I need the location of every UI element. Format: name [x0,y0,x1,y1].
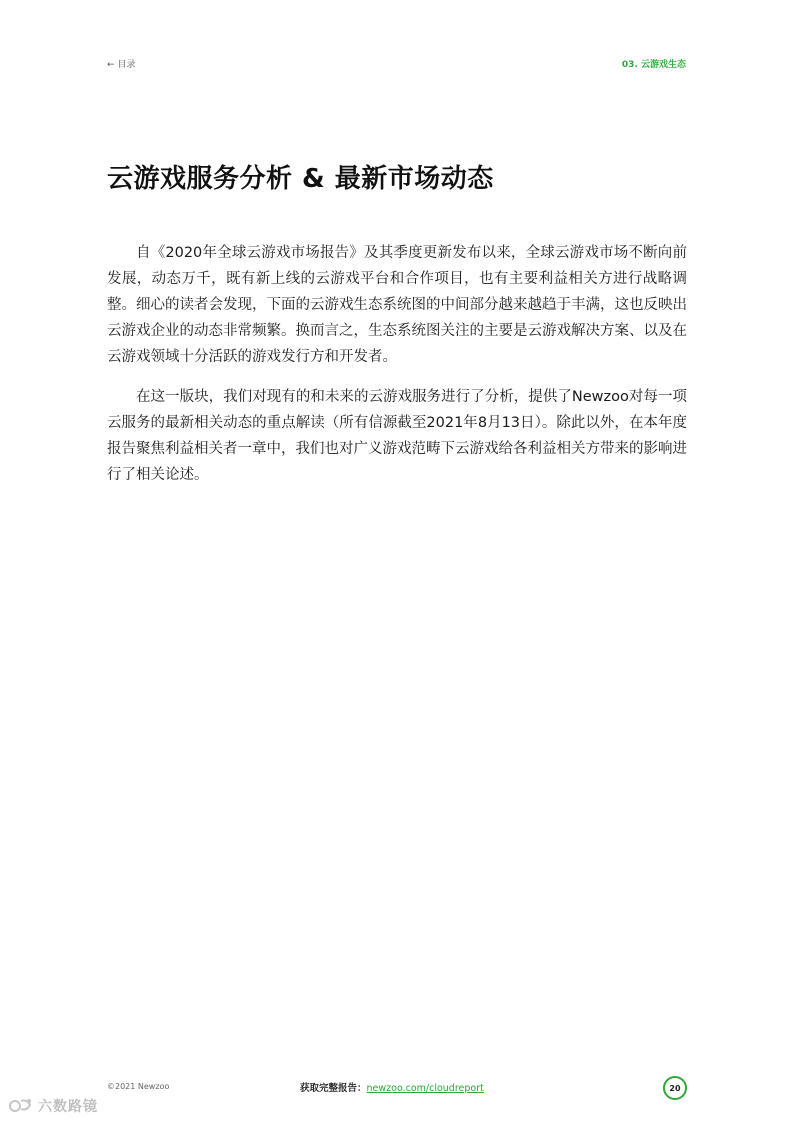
report-link[interactable]: newzoo.com/cloudreport [366,1083,484,1094]
body-paragraph-1: 自《2020年全球云游戏市场报告》及其季度更新发布以来，全球云游戏市场不断向前发展，动态万千，既有新上线的云游戏平台和合作项目，也有主要利益相关方进行战略调整。细心的读者会发现，下面的云游戏生态系统图的中间部分越来越趋于丰满，这也反映出云游戏企业的动态非常频繁。换而言之，生态系统图关注的主要是云游戏解决方案、以及在云游戏领域十分活跃的游戏发行方和开发者。 [107,245,687,365]
report-label: 获取完整报告： [300,1083,367,1094]
page-number: 20 [663,1076,687,1100]
watermark [8,1096,98,1116]
watermark-text: 六数路镜 [38,1099,98,1115]
watermark-logo-icon [8,1097,34,1115]
footer-report [300,1080,484,1094]
footer-copyright: ©2021 Newzoo [107,1082,170,1091]
toc-link[interactable] [107,57,136,70]
page-title: 云游戏服务分析 & 最新市场动态 [107,164,494,194]
body-paragraph-2: 在这一版块，我们对现有的和未来的云游戏服务进行了分析，提供了Newzoo对每一项云服务的最新相关动态的重点解读（所有信源截至2021年8月13日）。除此以外，在本年度报告聚焦利益相关者一章中，我们也对广义游戏范畴下云游戏给各利益相关方带来的影响进行了相关论述。 [107,389,687,483]
section-label: 03. 云游戏生态 [621,60,686,70]
arrow-left-icon: ← [107,60,115,70]
toc-label: 目录 [117,60,136,70]
